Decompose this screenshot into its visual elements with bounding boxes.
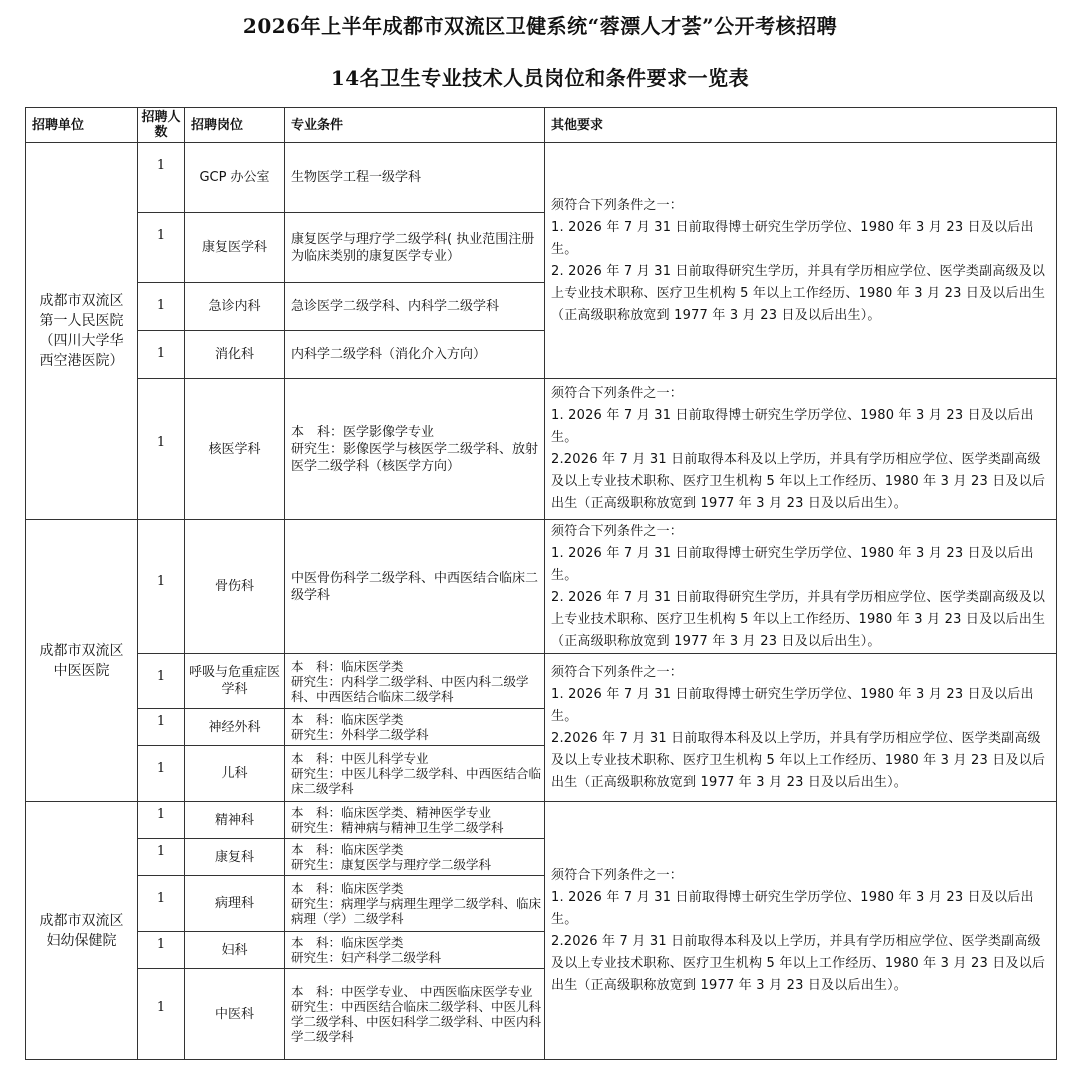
other-requirements-cell: 须符合下列条件之一： 1. 2026 年 7 月 31 日前取得博士研究生学历学位、1980 年 3 月 23 日及以后出生。 2.2026 年 7 月 31 日前取得本科及以上学历，并具有学历相应学位、医学类副高级及以上专业技术职称、医疗卫生机构 5 年以上工作经历、1980 年 3 月 23 日及以后出生（正高级职称放宽到 1977 年 3 月 23 日及以后出生）。: [545, 654, 1057, 802]
other-requirements-cell: 须符合下列条件之一： 1. 2026 年 7 月 31 日前取得博士研究生学历学位、1980 年 3 月 23 日及以后出生。 2.2026 年 7 月 31 日前取得本科及以上学历，并具有学历相应学位、医学类副高级及以上专业技术职称、医疗卫生机构 5 年以上工作经历、1980 年 3 月 23 日及以后出生（正高级职称放宽到 1977 年 3 月 23 日及以后出生）。: [545, 379, 1057, 520]
spec-cell: 康复医学与理疗学二级学科( 执业范围注册为临床类别的康复医学专业）: [285, 213, 545, 283]
table-row: [26, 654, 1057, 709]
unit-cell: 成都市双流区第一人民医院（四川大学华西空港医院）: [26, 143, 138, 520]
count-cell: 1: [138, 839, 185, 876]
header-unit: 招聘单位: [26, 108, 138, 143]
recruitment-table: [25, 107, 1057, 1060]
spec-cell: 本 科：临床医学类、精神医学专业 研究生：精神病与精神卫生学二级学科: [285, 802, 545, 839]
spec-cell: 本 科：中医儿科学专业 研究生：中医儿科学二级学科、中西医结合临床二级学科: [285, 746, 545, 802]
spec-cell: 本 科：中医学专业、 中西医临床医学专业 研究生：中西医结合临床二级学科、中医儿科学二级学科、中医妇科学二级学科、中医内科学二级学科: [285, 969, 545, 1060]
position-cell: 急诊内科: [185, 283, 285, 331]
position-cell: 儿科: [185, 746, 285, 802]
count-cell: 1: [138, 802, 185, 839]
spec-cell: 本 科：临床医学类 研究生：妇产科学二级学科: [285, 932, 545, 969]
unit-cell: 成都市双流区中医医院: [26, 520, 138, 802]
position-cell: 中医科: [185, 969, 285, 1060]
table-row: [26, 802, 1057, 839]
other-requirements-cell: 须符合下列条件之一： 1. 2026 年 7 月 31 日前取得博士研究生学历学位、1980 年 3 月 23 日及以后出生。 2. 2026 年 7 月 31 日前取得研究生学历，并具有学历相应学位、医学类副高级及以上专业技术职称、医疗卫生机构 5 年以上工作经历、1980 年 3 月 23 日及以后出生（正高级职称放宽到 1977 年 3 月 23 日及以后出生）。: [545, 520, 1057, 654]
position-cell: 康复科: [185, 839, 285, 876]
table-row: [26, 143, 1057, 213]
count-cell: 1: [138, 654, 185, 709]
spec-cell: 本 科：临床医学类 研究生：病理学与病理生理学二级学科、临床病理（学）二级学科: [285, 876, 545, 932]
header-count: 招聘人数: [138, 108, 185, 143]
spec-cell: 急诊医学二级学科、内科学二级学科: [285, 283, 545, 331]
position-cell: 妇科: [185, 932, 285, 969]
position-cell: 呼吸与危重症医学科: [185, 654, 285, 709]
table-row: [26, 520, 1057, 654]
unit-cell: 成都市双流区妇幼保健院: [26, 802, 138, 1060]
header-row: [26, 108, 1057, 143]
other-requirements-cell: 须符合下列条件之一： 1. 2026 年 7 月 31 日前取得博士研究生学历学位、1980 年 3 月 23 日及以后出生。 2.2026 年 7 月 31 日前取得本科及以上学历，并具有学历相应学位、医学类副高级及以上专业技术职称、医疗卫生机构 5 年以上工作经历、1980 年 3 月 23 日及以后出生（正高级职称放宽到 1977 年 3 月 23 日及以后出生）。: [545, 802, 1057, 1060]
count-cell: 1: [138, 876, 185, 932]
spec-cell: 本 科：临床医学类 研究生：内科学二级学科、中医内科二级学科、中西医结合临床二级学科: [285, 654, 545, 709]
spec-cell: 内科学二级学科（消化介入方向）: [285, 331, 545, 379]
position-cell: 神经外科: [185, 709, 285, 746]
header-position: 招聘岗位: [185, 108, 285, 143]
count-cell: 1: [138, 283, 185, 331]
position-cell: 病理科: [185, 876, 285, 932]
other-requirements-cell: 须符合下列条件之一： 1. 2026 年 7 月 31 日前取得博士研究生学历学位、1980 年 3 月 23 日及以后出生。 2. 2026 年 7 月 31 日前取得研究生学历，并具有学历相应学位、医学类副高级及以上专业技术职称、医疗卫生机构 5 年以上工作经历、1980 年 3 月 23 日及以后出生（正高级职称放宽到 1977 年 3 月 23 日及以后出生）。: [545, 143, 1057, 379]
position-cell: 康复医学科: [185, 213, 285, 283]
count-cell: 1: [138, 932, 185, 969]
page-subtitle: 14名卫生专业技术人员岗位和条件要求一览表: [330, 66, 750, 90]
position-cell: 核医学科: [185, 379, 285, 520]
page-title: 2026年上半年成都市双流区卫健系统“蓉漂人才荟”公开考核招聘: [242, 14, 838, 38]
count-cell: 1: [138, 213, 185, 283]
count-cell: 1: [138, 709, 185, 746]
spec-cell: 生物医学工程一级学科: [285, 143, 545, 213]
spec-cell: 中医骨伤科学二级学科、中西医结合临床二级学科: [285, 520, 545, 654]
count-cell: 1: [138, 379, 185, 520]
header-spec: 专业条件: [285, 108, 545, 143]
count-cell: 1: [138, 143, 185, 213]
spec-cell: 本 科：临床医学类 研究生：外科学二级学科: [285, 709, 545, 746]
table-row: [26, 379, 1057, 520]
count-cell: 1: [138, 969, 185, 1060]
count-cell: 1: [138, 746, 185, 802]
header-other: 其他要求: [545, 108, 1057, 143]
position-cell: 骨伤科: [185, 520, 285, 654]
position-cell: GCP 办公室: [185, 143, 285, 213]
position-cell: 消化科: [185, 331, 285, 379]
spec-cell: 本 科：医学影像学专业 研究生：影像医学与核医学二级学科、放射医学二级学科（核医学方向）: [285, 379, 545, 520]
count-cell: 1: [138, 331, 185, 379]
count-cell: 1: [138, 520, 185, 654]
position-cell: 精神科: [185, 802, 285, 839]
spec-cell: 本 科：临床医学类 研究生：康复医学与理疗学二级学科: [285, 839, 545, 876]
